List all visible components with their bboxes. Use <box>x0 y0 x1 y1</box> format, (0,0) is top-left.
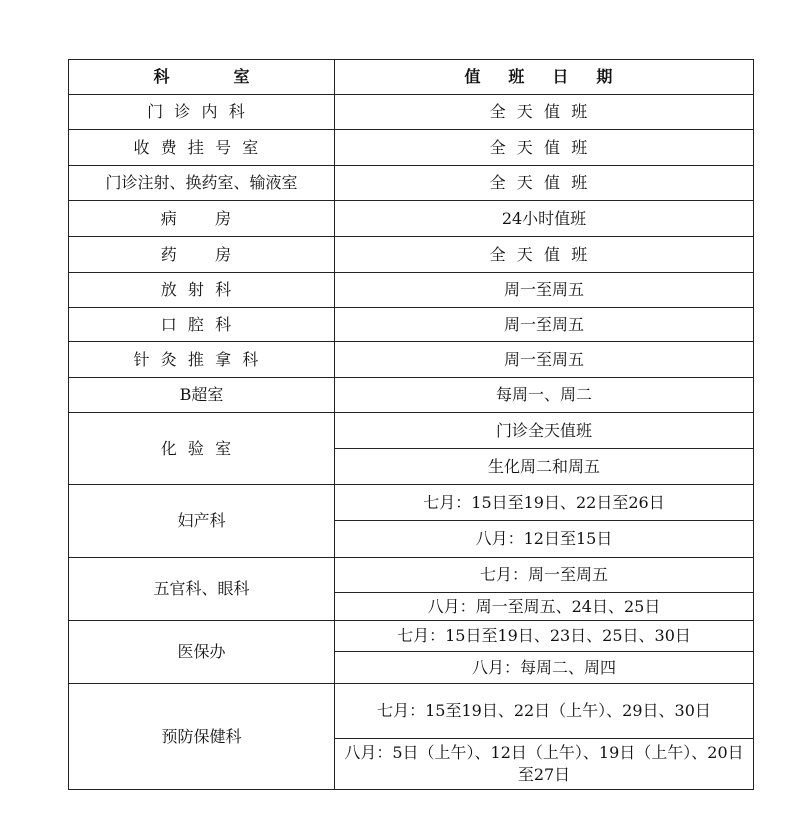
date-cell: 周一至周五 <box>335 342 754 378</box>
date-cell: 全天值班 <box>335 95 754 130</box>
table-row <box>69 558 754 593</box>
header-date: 值 班 日 期 <box>335 60 754 95</box>
dept-cell: 放射科 <box>69 273 335 308</box>
date-cell: 八月：12日至15日 <box>335 521 754 558</box>
table-row <box>69 413 754 449</box>
dept-cell: 医保办 <box>69 621 335 684</box>
date-cell: 每周一、周二 <box>335 378 754 413</box>
dept-cell: 门诊注射、换药室、输液室 <box>69 166 335 201</box>
date-cell: 全天值班 <box>335 237 754 273</box>
duty-schedule-table <box>68 59 754 790</box>
date-cell: 周一至周五 <box>335 308 754 342</box>
dept-cell: 收费挂号室 <box>69 130 335 166</box>
table-row <box>69 166 754 201</box>
date-cell: 七月：15日至19日、22日至26日 <box>335 485 754 521</box>
dept-cell: 五官科、眼科 <box>69 558 335 621</box>
table-row <box>69 237 754 273</box>
dept-cell: B超室 <box>69 378 335 413</box>
dept-cell: 预防保健科 <box>69 684 335 790</box>
header-row <box>69 60 754 95</box>
table-row <box>69 130 754 166</box>
date-cell: 八月：每周二、周四 <box>335 652 754 684</box>
table-row <box>69 378 754 413</box>
table-row <box>69 342 754 378</box>
table-row <box>69 273 754 308</box>
date-cell: 门诊全天值班 <box>335 413 754 449</box>
dept-cell: 门诊内科 <box>69 95 335 130</box>
date-cell: 全天值班 <box>335 130 754 166</box>
date-cell: 七月：15至19日、22日（上午）、29日、30日 <box>335 684 754 739</box>
date-cell: 生化周二和周五 <box>335 449 754 485</box>
date-cell: 七月：15日至19日、23日、25日、30日 <box>335 621 754 652</box>
dept-cell: 口腔科 <box>69 308 335 342</box>
header-dept: 科 室 <box>69 60 335 95</box>
table-row <box>69 95 754 130</box>
date-cell: 周一至周五 <box>335 273 754 308</box>
date-cell: 七月：周一至周五 <box>335 558 754 593</box>
table-row <box>69 201 754 237</box>
table-row <box>69 621 754 652</box>
dept-cell: 化验室 <box>69 413 335 485</box>
table-row <box>69 308 754 342</box>
date-cell: 全天值班 <box>335 166 754 201</box>
table-row <box>69 684 754 739</box>
dept-cell: 病 房 <box>69 201 335 237</box>
date-cell: 24小时值班 <box>335 201 754 237</box>
dept-cell: 妇产科 <box>69 485 335 558</box>
table-row <box>69 485 754 521</box>
dept-cell: 药 房 <box>69 237 335 273</box>
date-cell: 八月：5日（上午）、12日（上午）、19日（上午）、20日至27日 <box>335 739 754 790</box>
date-cell: 八月：周一至周五、24日、25日 <box>335 593 754 621</box>
dept-cell: 针灸推拿科 <box>69 342 335 378</box>
